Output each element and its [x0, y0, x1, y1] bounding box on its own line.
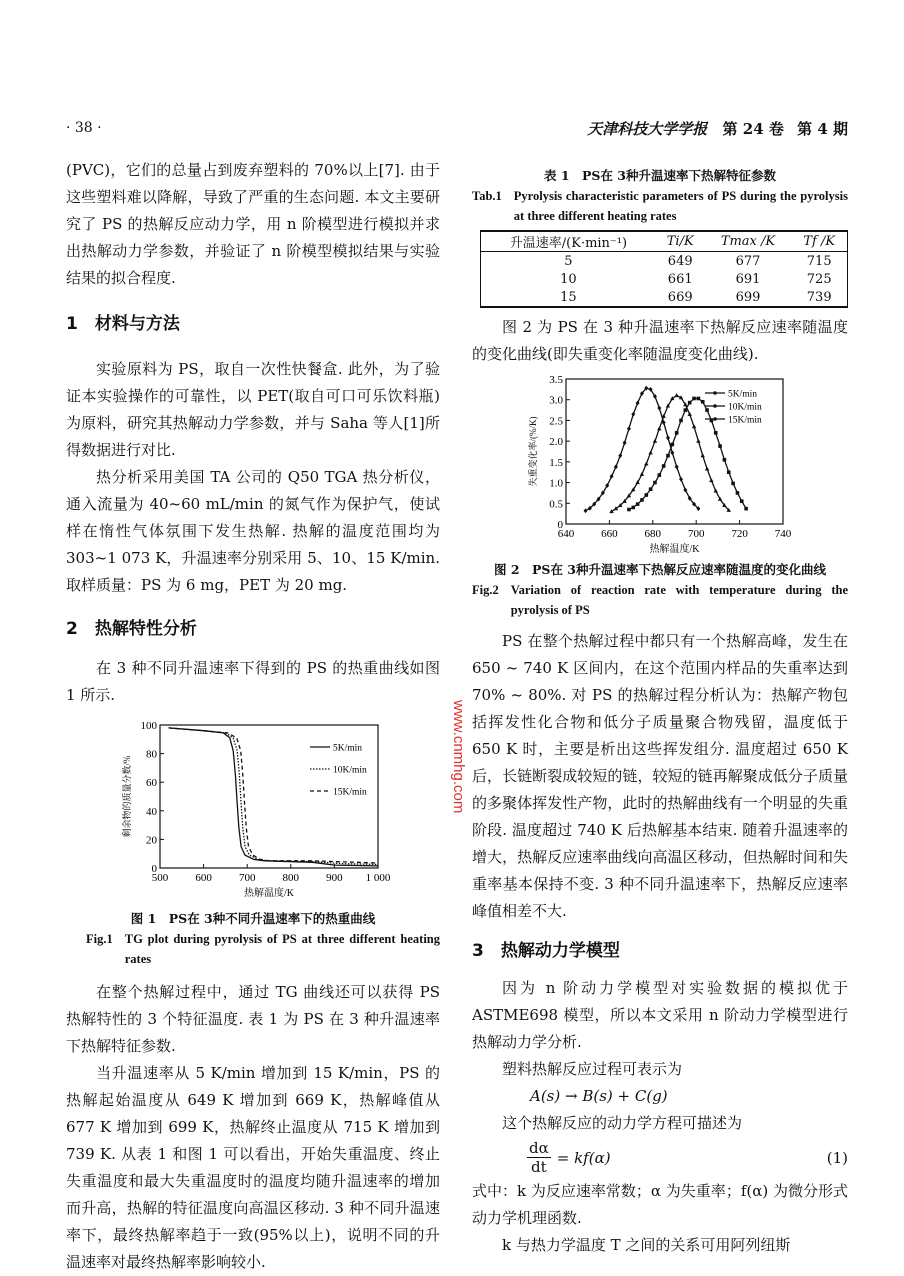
data-point — [657, 406, 661, 411]
data-point — [657, 426, 661, 430]
data-point — [705, 408, 709, 412]
data-point — [692, 397, 696, 401]
figure-1-caption-label: Fig.1 — [86, 932, 113, 946]
x-tick-label: 660 — [601, 528, 618, 540]
data-point — [649, 487, 653, 491]
x-tick-label: 600 — [195, 872, 212, 884]
data-point — [697, 397, 701, 401]
y-tick-label: 2.0 — [549, 436, 563, 449]
figure-2-caption-cn: 图 2 PS在 3种升温速率下热解反应速率随温度的变化曲线 — [493, 562, 827, 577]
data-point — [692, 424, 696, 428]
data-point — [584, 508, 588, 513]
plot-frame — [566, 379, 783, 524]
paragraph: 在 3 种不同升温速率下得到的 PS 的热重曲线如图 1 所示. — [66, 659, 440, 704]
x-tick-label: 900 — [326, 872, 343, 884]
paragraph: k 与热力学温度 T 之间的关系可用阿列纽斯 — [502, 1236, 791, 1254]
data-point — [723, 458, 727, 462]
paragraph: 这个热解反应的动力学方程可描述为 — [502, 1114, 743, 1132]
equation-numerator: dα — [529, 1139, 549, 1157]
page-number: · 38 · — [66, 120, 102, 136]
data-point — [653, 439, 657, 443]
reaction-equation: A(s) → B(s) + C(g) — [530, 1087, 668, 1105]
x-axis-label: 热解温度/K — [649, 544, 700, 555]
left-column — [66, 157, 440, 1276]
legend-marker — [713, 417, 717, 421]
figure-2-caption-en: Variation of reaction rate with temperature during the pyrolysis of PS — [510, 583, 848, 617]
figure-1-caption-cn: 图 1 PS在 3种不同升温速率下的热重曲线 — [130, 911, 376, 926]
data-point — [640, 498, 644, 502]
legend-label: 5K/min — [333, 743, 363, 754]
data-point — [687, 412, 691, 416]
data-point — [718, 444, 722, 448]
table-cell: 661 — [667, 271, 693, 287]
data-point — [714, 431, 718, 435]
data-point — [644, 462, 648, 466]
table-1-caption-en-row — [472, 186, 848, 226]
section-heading: 2 热解特性分析 — [66, 619, 197, 639]
data-point — [701, 400, 705, 404]
data-point — [670, 450, 674, 455]
x-tick-label: 700 — [238, 872, 256, 884]
x-tick-label: 740 — [774, 528, 792, 540]
paragraph: (PVC)，它们的总量占到废弃塑料的 70%以上[7]. 由于这些塑料难以降解，导致了严重的生态问题. 本文主要研究了 PS 的热解反应动力学，用 n 阶模型进行模拟并求出热解动力学参数，并验证了 n 阶模型模拟结果与实验结果的拟合程度. — [66, 161, 440, 287]
figure-1-caption-en: TG plot during pyrolysis of PS at three different heating rates — [124, 932, 440, 966]
y-tick-label: 60 — [146, 777, 157, 790]
y-tick-label: 1.5 — [549, 456, 563, 469]
x-tick-label: 700 — [687, 528, 705, 540]
table-1-caption-cn: 表 1 PS在 3种升温速率下热解特征参数 — [543, 168, 777, 183]
data-point — [674, 393, 678, 397]
running-header — [587, 118, 848, 139]
data-point — [705, 467, 709, 471]
legend-label: 10K/min — [333, 765, 367, 776]
table-cell: 5 — [564, 253, 573, 269]
column-header: Ti/K — [666, 234, 694, 249]
legend-label: 15K/min — [333, 787, 367, 798]
table-row — [481, 270, 848, 288]
table-row — [481, 288, 848, 307]
column-header: Tf /K — [803, 234, 836, 249]
data-point — [679, 419, 683, 423]
watermark: www.cnmhg.com — [450, 700, 467, 814]
data-point — [731, 482, 735, 486]
table-cell: 739 — [806, 289, 832, 305]
paragraph: 塑料热解反应过程可表示为 — [502, 1060, 683, 1078]
table-cell: 677 — [735, 253, 761, 269]
data-point — [631, 506, 635, 510]
equation-number: (1) — [826, 1148, 848, 1167]
section-heading: 1 材料与方法 — [66, 314, 180, 334]
data-point — [631, 412, 635, 417]
legend-label: 5K/min — [728, 389, 758, 400]
y-tick-label: 3.0 — [549, 394, 563, 407]
data-point — [736, 491, 740, 495]
data-point — [640, 472, 644, 476]
data-point — [671, 443, 675, 447]
paragraph: 在整个热解过程中，通过 TG 曲线还可以获得 PS 热解特性的 3 个特征温度. 表 1 为 PS 在 3 种升温速率下热解特征参数. — [66, 983, 440, 1055]
paragraph: 当升温速率从 5 K/min 增加到 15 K/min，PS 的热解起始温度从 649 K 增加到 669 K，热解峰值从 677 K 增加到 699 K，热解终止温度从 715 K 增加到 739 K. 从表 1 和图 1 可以看出，开始失重温度、终止失重温度和最大失重温度时的温度均随升温速率的增加而升高，热解的特征温度向高温区移动. 3 种不同升温速率下，最终热解率趋于一致(95%以上)，说明不同的升温速率对最终热解率影响较小. — [66, 1064, 440, 1271]
y-tick-label: 80 — [146, 748, 157, 761]
legend-label: 15K/min — [728, 415, 762, 426]
x-tick-label: 640 — [557, 528, 575, 540]
y-axis-label: 失重变化率/(%/K) — [528, 416, 538, 487]
data-point — [653, 481, 657, 485]
data-point — [618, 453, 622, 458]
y-tick-label: 40 — [146, 805, 157, 818]
figure-2-caption-en-row — [472, 580, 848, 620]
data-point — [627, 508, 631, 512]
data-point — [644, 493, 648, 497]
y-tick-label: 0 — [151, 863, 157, 875]
paragraph: 实验原料为 PS，取自一次性快餐盒. 此外，为了验证本实验操作的可靠性，以 PET(取自可口可乐饮料瓶)为原料，研究其热解动力学参数，并与 Saha 等人[1]所得数据进行对比. — [66, 360, 440, 459]
table-1-caption-en: Pyrolysis characteristic parameters of PS during the pyrolysis at three different heating rates — [513, 189, 848, 223]
issue: 第 4 期 — [797, 120, 848, 138]
table-cell: 649 — [667, 253, 693, 269]
table-cell: 699 — [735, 289, 761, 305]
table-row — [481, 252, 848, 271]
figure-1-chart — [100, 713, 440, 903]
figure-2-chart — [498, 370, 838, 560]
table-cell: 669 — [667, 289, 693, 305]
data-point — [696, 439, 700, 443]
paragraph: 因为 n 阶动力学模型对实验数据的模拟优于 ASTME698 模型，所以本文采用 n 阶动力学模型进行热解动力学分析. — [472, 979, 848, 1051]
equation-rhs: = kf(α) — [556, 1148, 611, 1167]
y-tick-label: 2.5 — [549, 415, 563, 428]
figure-1-caption-en-row — [66, 929, 440, 969]
column-header: Tmax /K — [720, 234, 776, 249]
equation-1 — [472, 1139, 848, 1176]
section-heading: 3 热解动力学模型 — [472, 941, 620, 961]
journal-name: 天津科技大学学报 — [587, 120, 708, 138]
y-tick-label: 20 — [146, 834, 157, 847]
y-tick-label: 0.5 — [549, 498, 563, 511]
figure-2-caption-label: Fig.2 — [472, 583, 499, 597]
x-tick-label: 800 — [282, 872, 300, 884]
data-point — [662, 464, 666, 468]
y-tick-label: 0 — [557, 519, 563, 531]
y-tick-label: 100 — [140, 720, 157, 732]
x-tick-label: 1 000 — [365, 872, 391, 884]
data-point — [675, 431, 679, 435]
table-cell: 10 — [560, 271, 577, 287]
data-point — [714, 488, 718, 492]
legend-marker — [713, 391, 717, 395]
data-point — [709, 478, 713, 482]
paragraph: 式中：k 为反应速率常数；α 为失重率；f(α) 为微分形式动力学机理函数. — [472, 1182, 848, 1227]
paragraph: 图 2 为 PS 在 3 种升温速率下热解反应速率随温度的变化曲线(即失重变化率随温度变化曲线). — [472, 318, 848, 363]
table-1-caption-label: Tab.1 — [472, 189, 502, 203]
data-point — [627, 426, 631, 431]
table-cell: 715 — [806, 253, 832, 269]
data-point — [666, 454, 670, 458]
paragraph: PS 在整个热解过程中都只有一个热解高峰，发生在 650 ~ 740 K 区间内，在这个范围内样品的失重率达到 70% ~ 80%. 对 PS 的热解过程分析认为：热解产物包括挥发性化合物和低分子质量聚合物残留，温度低于 650 K 时，主要是析出这些挥发组分. 温度超过 650 K 后，长链断裂成较短的链，较短的链再解聚成低分子质量的多聚体挥发性产物，此时的热解曲线有一个明显的失重阶段. 温度超过 740 K 后热解基本结束. 随着升温速率的增大，热解反应速率曲线向高温区移动，但热解时间和失重率基本保持不变. 3 种不同升温速率下，热解反应速率峰值相差不大. — [472, 632, 848, 920]
data-point — [701, 453, 705, 457]
data-point — [666, 435, 670, 440]
table-1 — [480, 230, 848, 308]
data-point — [658, 473, 662, 477]
table-cell: 691 — [735, 271, 761, 287]
table-cell: 15 — [560, 289, 577, 305]
equation-denominator: dt — [531, 1158, 547, 1176]
y-tick-label: 1.0 — [549, 477, 563, 490]
y-tick-label: 3.5 — [549, 374, 563, 386]
x-axis-label: 热解温度/K — [244, 888, 294, 899]
data-point — [740, 499, 744, 503]
data-point — [684, 408, 688, 412]
y-axis-label: 剩余物的质量分数/% — [122, 755, 132, 838]
x-tick-label: 680 — [644, 528, 662, 540]
paragraph: 热分析采用美国 TA 公司的 Q50 TGA 热分析仪，通入流量为 40~60 mL/min 的氮气作为保护气，使试样在惰性气体氛围下发生热解. 热解的温度范围均为 303~1 073 K，升温速率分别采用 5、10、15 K/min. 取样质量：PS 为 6 mg，PET 为 20 mg. — [66, 468, 440, 594]
volume: 第 24 卷 — [722, 120, 784, 138]
legend-marker — [713, 404, 717, 408]
data-point — [675, 464, 679, 469]
x-tick-label: 720 — [731, 528, 748, 540]
data-point — [727, 470, 731, 474]
data-point — [679, 477, 683, 482]
data-point — [648, 450, 652, 454]
data-point — [744, 507, 748, 511]
data-point — [636, 502, 640, 506]
right-column — [472, 166, 848, 1259]
x-tick-label: 500 — [151, 872, 169, 884]
legend-label: 10K/min — [728, 402, 762, 413]
data-point — [623, 440, 627, 445]
table-header-row — [481, 231, 848, 252]
data-point — [688, 401, 692, 405]
table-cell: 725 — [806, 271, 832, 287]
column-header: 升温速率/(K·min⁻¹) — [509, 236, 628, 251]
